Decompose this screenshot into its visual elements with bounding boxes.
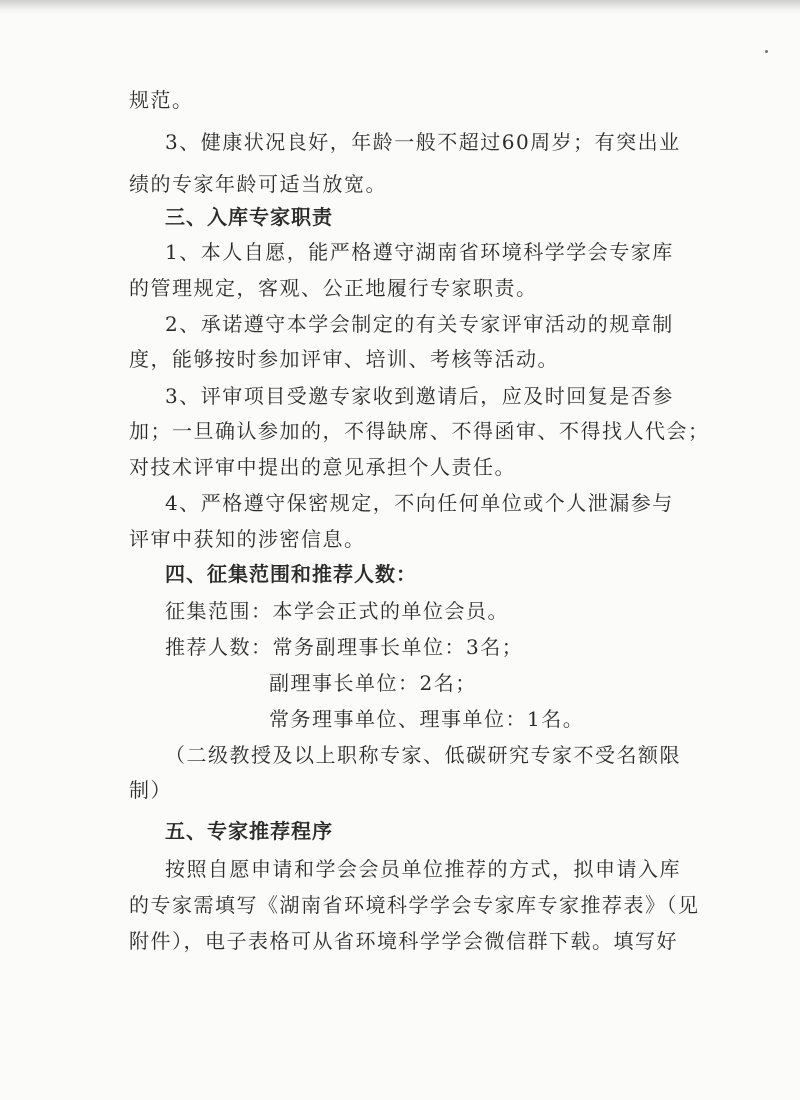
- text-line-7: 2、承诺遵守本学会制定的有关专家评审活动的规章制: [165, 312, 674, 336]
- text-line-6: 的管理规定，客观、公正地履行专家职责。: [129, 276, 538, 300]
- text-line-16: 推荐人数：常务副理事长单位：3名；: [165, 635, 524, 659]
- section-heading-5: 五、专家推荐程序: [165, 819, 333, 843]
- text-line-3: 绩的专家年龄可适当放宽。: [129, 172, 387, 196]
- text-line-18: 常务理事单位、理事单位：1名。: [269, 707, 585, 731]
- text-line-24: 附件），电子表格可从省环境科学学会微信群下载。填写好: [129, 929, 678, 953]
- text-line-1: 规范。: [129, 88, 194, 112]
- text-line-13: 评审中获知的涉密信息。: [129, 527, 366, 551]
- text-line-17: 副理事长单位：2名；: [269, 671, 477, 695]
- text-line-5: 1、本人自愿，能严格遵守湖南省环境科学学会专家库: [165, 240, 674, 264]
- text-line-12: 4、严格遵守保密规定，不向任何单位或个人泄漏参与: [165, 491, 674, 515]
- text-line-2: 3、健康状况良好，年龄一般不超过60周岁；有突出业: [165, 130, 681, 154]
- text-line-15: 征集范围：本学会正式的单位会员。: [165, 599, 509, 623]
- section-heading-3: 三、入库专家职责: [165, 205, 333, 229]
- section-heading-4: 四、征集范围和推荐人数：: [165, 562, 417, 586]
- text-line-9: 3、评审项目受邀专家收到邀请后，应及时回复是否参: [165, 384, 674, 408]
- text-line-10: 加；一旦确认参加的，不得缺席、不得函审、不得找人代会；: [129, 419, 710, 443]
- text-line-8: 度，能够按时参加评审、培训、考核等活动。: [129, 347, 559, 371]
- text-line-23: 的专家需填写《湖南省环境科学学会专家库专家推荐表》（见: [129, 893, 700, 917]
- text-line-22: 按照自愿申请和学会会员单位推荐的方式，拟申请入库: [165, 857, 681, 881]
- text-line-11: 对技术评审中提出的意见承担个人责任。: [129, 455, 516, 479]
- text-line-20: 制）: [129, 778, 172, 802]
- text-line-19: （二级教授及以上职称专家、低碳研究专家不受名额限: [165, 743, 681, 767]
